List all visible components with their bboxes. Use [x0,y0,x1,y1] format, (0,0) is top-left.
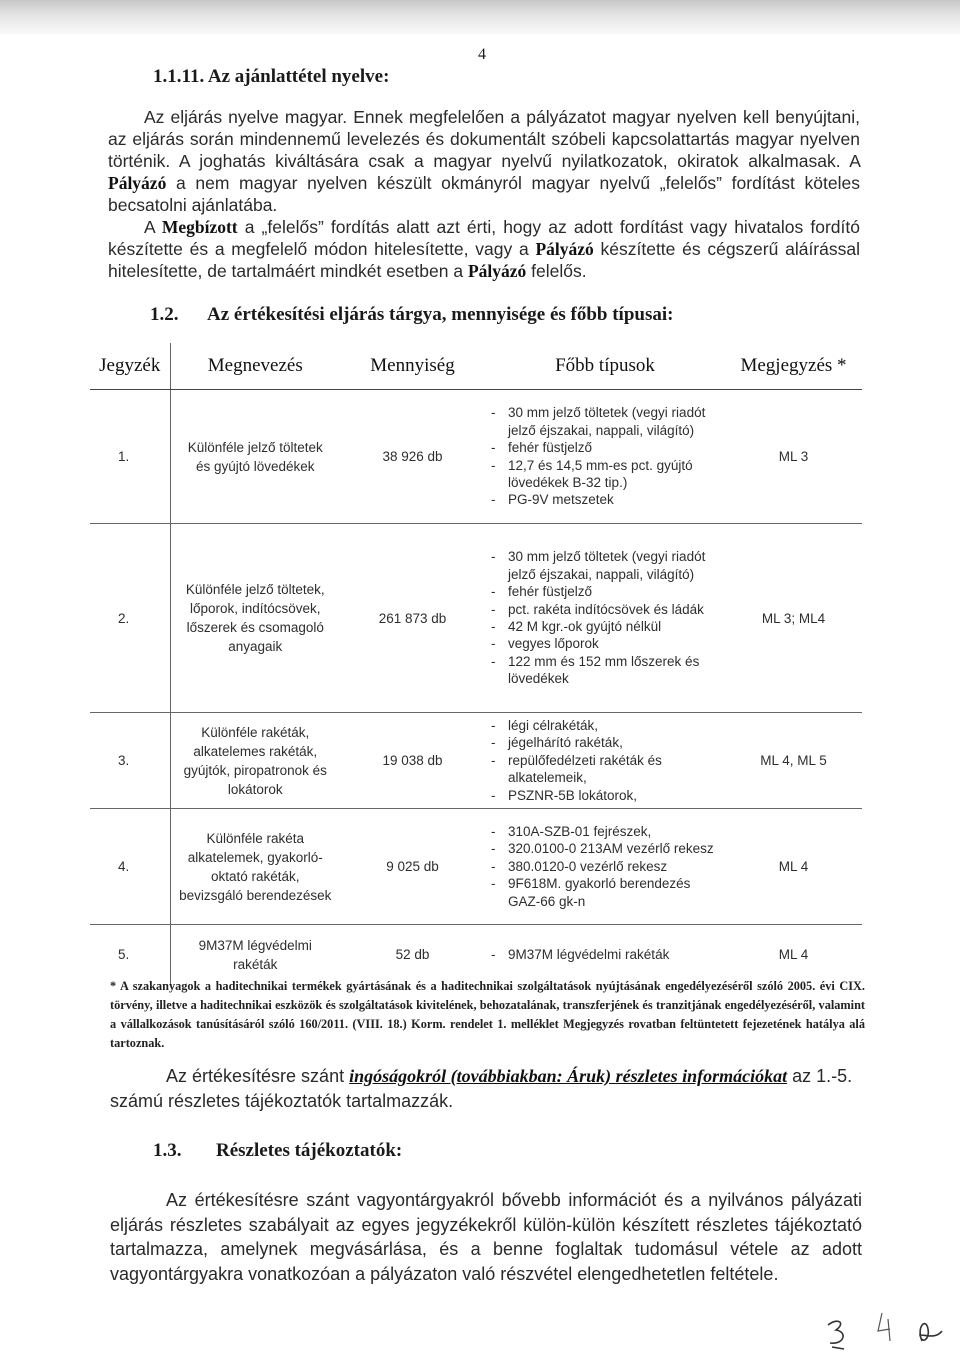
type-item: - 320.0100-0 213AM vezérlő rekesz [491,840,725,857]
language-paragraph: Az eljárás nyelve magyar. Ennek megfelelően a pályázatot magyar nyelven kell benyújtani, az eljárás során mindennemű levelezés és dokumentált szóbeli kapcsolattartás magyar nyelven történik. A joghatás kiváltására csak a magyar nyelvű nyilatkozatok, okiratok alkalmasak. [108,107,860,171]
type-item: - vegyes lőporok [491,635,725,652]
type-item: - 122 mm és 152 mm lőszerek és lövedékek [491,653,725,688]
row-quantity: 38 926 db [340,390,485,524]
type-item: - légi célrakéták, [491,717,725,734]
row-types [485,390,725,524]
row-types [485,809,725,925]
row-types [485,524,725,713]
type-item: - 30 mm jelző töltetek (vegyi riadót jelző éjszakai, nappali, világító) [491,404,725,439]
row-name: Különféle rakéták, alkatelemes rakéták, gyújtók, piropatronok és lokátorok [170,713,340,809]
type-item: - 310A-SZB-01 fejrészek, [491,823,725,840]
row-note: ML 4 [778,947,809,963]
section-number-1-3: 1.3. [153,1140,182,1161]
section-1-3-body: Az értékesítésre szánt vagyontárgyakról bővebb információt és a nyilvános pályázati eljárás részletes szabályait az egyes jegyzékekről külön-külön készített részletes tájékoztató tartalmazza, amelynek megvásárlása, és a benne foglaltak tudomásul vétele az adott vagyontárgyakra vonatkozóan a pályázaton való részvétel elengedhetetlen feltétele. [110,1190,862,1284]
table-row [90,713,862,809]
header-note: Megjegyzés * [725,343,862,390]
goods-info-link[interactable]: ingóságokról (továbbiakban: Áruk) részletes információkat [349,1066,788,1086]
type-item: - 30 mm jelző töltetek (vegyi riadót jelző éjszakai, nappali, világító) [491,548,725,583]
header-quantity: Mennyiség [340,343,485,390]
row-number: 5. [90,925,170,985]
row-types [485,925,725,985]
bidder-term: Pályázó [467,261,527,281]
row-types [485,713,725,809]
row-name: Különféle jelző töltetek és gyújtó lövedékek [170,390,340,524]
agent-term: Megbízott [161,217,238,237]
table-row [90,524,862,713]
items-table [90,343,862,985]
bidder-term: Pályázó [535,239,594,259]
table-row [90,390,862,524]
type-item: - jégelhárító rakéták, [491,734,725,751]
scan-shadow [0,0,960,34]
section-heading-1-3: Részletes tájékoztatók: [216,1140,403,1161]
handwritten-initials [810,1305,950,1355]
row-number: 4. [90,809,170,925]
row-number: 2. [90,524,170,713]
row-quantity: 261 873 db [340,524,485,713]
row-name: Különféle jelző töltetek, lőporok, indítócsövek, lőszerek és csomagoló anyagaik [170,524,340,713]
row-note: ML 4 [725,809,862,925]
header-name: Megnevezés [170,343,340,390]
reference-paragraph: Az értékesítésre szánt ingóságokról (továbbiakban: Áruk) részletes információkat az 1.-5. számú részletes tájékoztatók tartalmazzák. [110,1066,853,1111]
table-row [90,809,862,925]
header-types: Főbb típusok [485,343,725,390]
type-item: - 42 M kgr.-ok gyújtó nélkül [491,618,725,635]
bidder-term: Pályázó [108,173,167,193]
row-quantity: 9 025 db [340,809,485,925]
type-item: - repülőfedélzeti rakéták és alkatelemeik, [491,752,725,787]
row-name: Különféle rakéta alkatelemek, gyakorló- oktató rakéták, bevizsgáló berendezések [170,809,340,925]
type-item: - PSZNR-5B lokátorok, [491,787,725,804]
type-item: - fehér füstjelző [491,439,725,456]
section-heading-1-2: Az értékesítési eljárás tárgya, mennyisége és főbb típusai: [207,304,674,325]
table-row [90,925,862,985]
section-1-1-11-body: Az eljárás nyelve magyar. Ennek megfelelően a pályázatot magyar nyelven kell benyújtani, az eljárás során mindennemű levelezés és dokumentált szóbeli kapcsolattartás magyar nyelven történik. A joghatás kiváltására csak a magyar nyelvű nyilatkozatok, okiratok alkalmasak. A Pályázó a nem magyar nyelven készült okmányról magyar nyelvű „felelős” fordítást köteles becsatolni ajánlatába. A Megbízott a „felelős” fordítás alatt azt érti, hogy az adott fordítást vagy hivatalos fordító készítette és a megfelelő módon hitelesítette, vagy a Pályázó készítette és cégszerű aláírással hitelesítette, de tartalmáért mindkét esetben a Pályázó felelős. [108,107,860,281]
type-item: - PG-9V metszetek [491,491,725,508]
section-heading-1-1-11: 1.1.11. Az ajánlattétel nyelve: [153,66,390,87]
header-list: Jegyzék [90,343,170,390]
section-number-1-2: 1.2. [150,304,179,325]
row-note: ML 4, ML 5 [725,713,862,809]
row-number: 1. [90,390,170,524]
type-item: - 9F618M. gyakorló berendezés GAZ-66 gk-n [491,875,725,910]
row-name: 9M37M légvédelmi rakéták [198,937,312,972]
table-footnote: * A szakanyagok a haditechnikai termékek gyártásának és a haditechnikai szolgáltatások nyújtásának engedélyezéséről szóló 2005. évi CIX. törvény, illetve a haditechnikai eszközök és szolgáltatások kivitelének, behozatalának, transzferjének és tranzitjának engedélyezéséről, valamint a vállalkozások tanúsításáról szóló 160/2011. (VIII. 18.) Korm. rendelet 1. melléklet Megjegyzés rovatban feltüntetett fejezetének hatálya alá tartoznak. [110,979,865,1050]
type-item: - 12,7 és 14,5 mm-es pct. gyújtó lövedékek B-32 tip.) [491,457,725,492]
type-item: - pct. rakéta indítócsövek és ládák [491,601,725,618]
row-note: ML 3 [725,390,862,524]
row-number: 3. [90,713,170,809]
table-header-row [90,343,862,390]
type-item: - fehér füstjelző [491,583,725,600]
row-quantity: 52 db [395,947,430,963]
page-number: 4 [478,46,486,63]
type-item: - 9M37M légvédelmi rakéták [491,946,725,963]
type-item: - 380.0120-0 vezérlő rekesz [491,858,725,875]
row-quantity: 19 038 db [340,713,485,809]
row-note: ML 3; ML4 [725,524,862,713]
